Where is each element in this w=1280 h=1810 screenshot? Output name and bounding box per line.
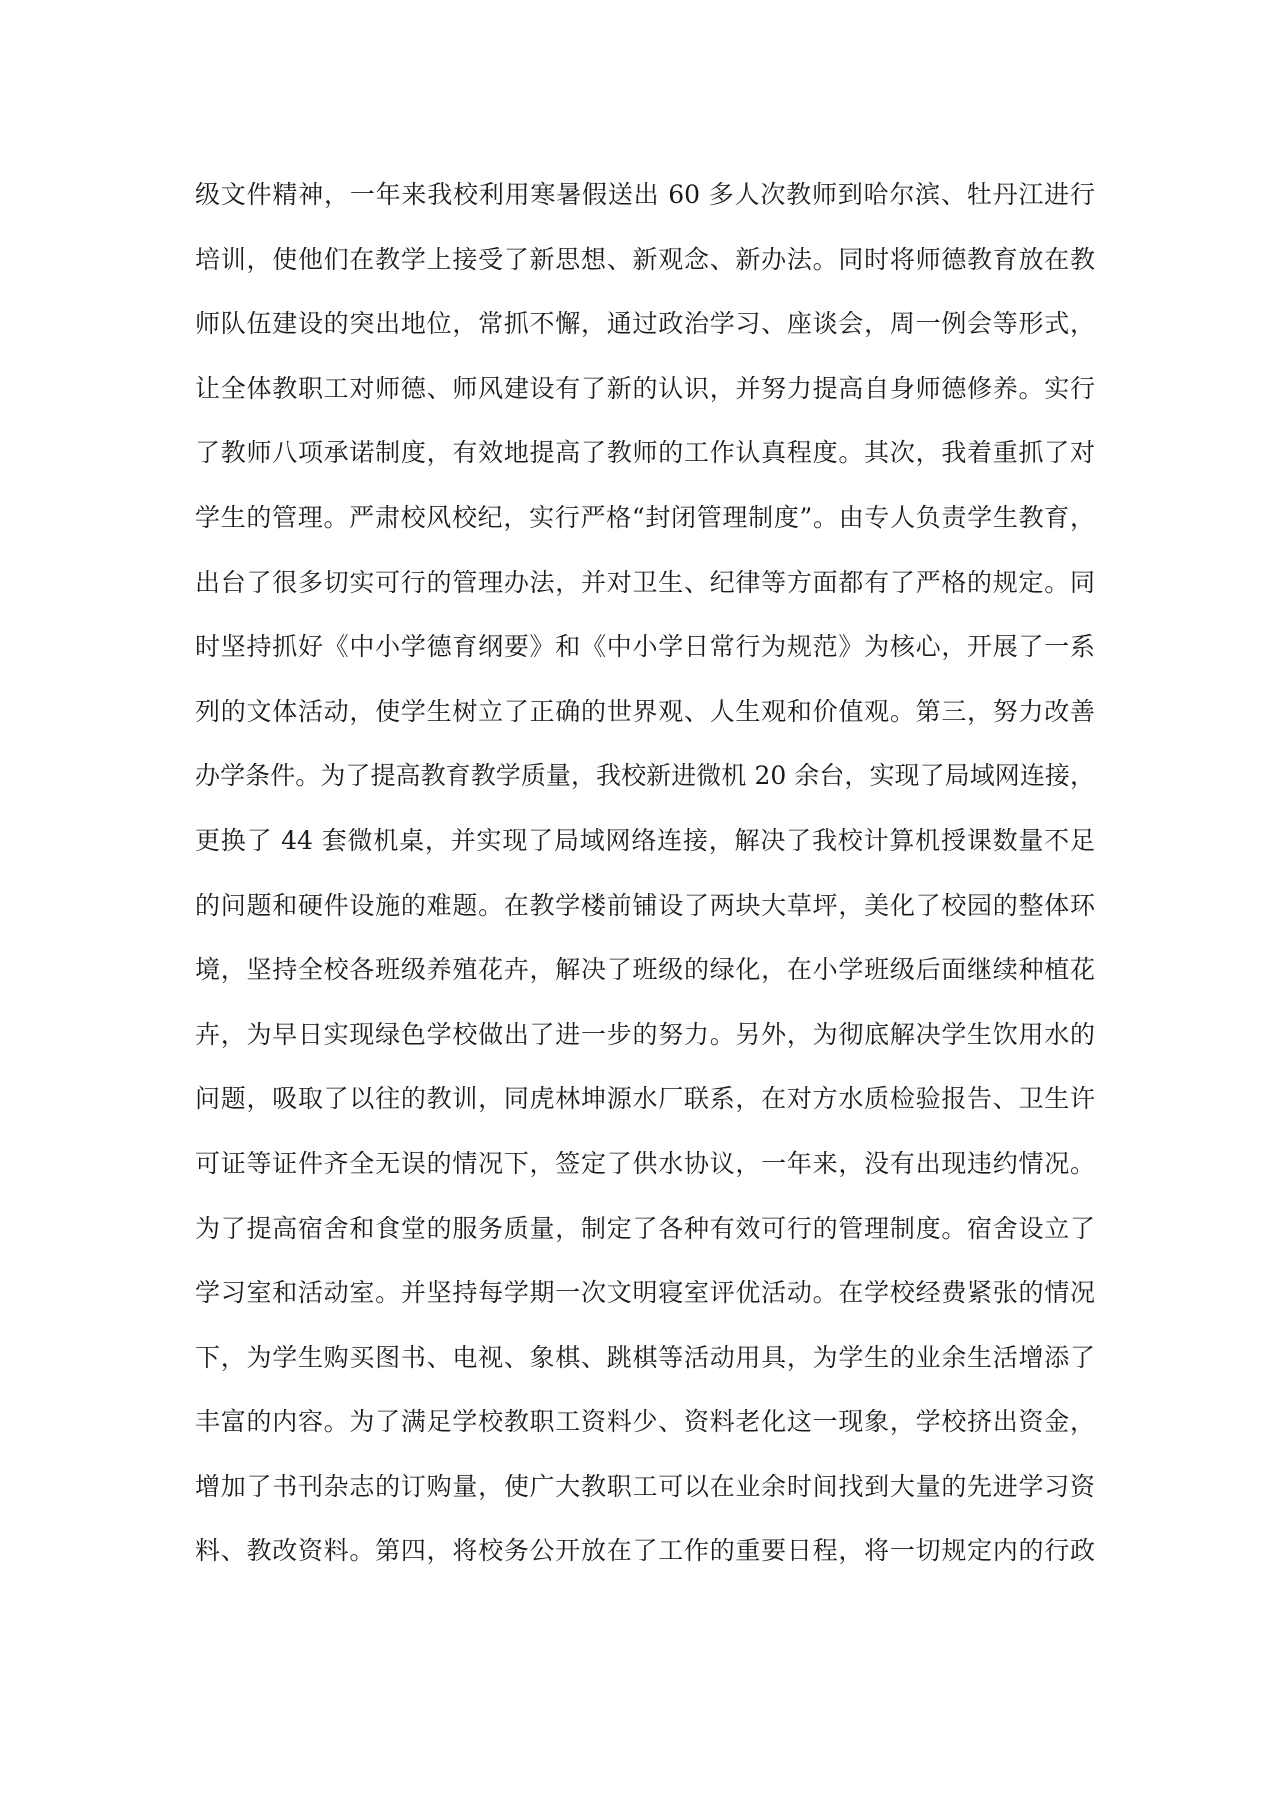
text-line: 级文件精神，一年来我校利用寒暑假送出 60 多人次教师到哈尔滨、牡丹江进行: [195, 180, 1095, 209]
text-line: 问题，吸取了以往的教训，同虎林坤源水厂联系，在对方水质检验报告、卫生许: [195, 1084, 1095, 1114]
text-line: 了教师八项承诺制度，有效地提高了教师的工作认真程度。其次，我着重抓了对: [195, 438, 1095, 468]
text-line: 办学条件。为了提高教育教学质量，我校新进微机 20 余台，实现了局域网连接，: [195, 761, 1095, 791]
text-line: 可证等证件齐全无误的情况下，签定了供水协议，一年来，没有出现违约情况。: [195, 1148, 1095, 1178]
text-line: 的问题和硬件设施的难题。在教学楼前铺设了两块大草坪，美化了校园的整体环: [195, 890, 1095, 920]
text-line: 增加了书刊杂志的订购量，使广大教职工可以在业余时间找到大量的先进学习资: [195, 1471, 1095, 1501]
text-line: 列的文体活动，使学生树立了正确的世界观、人生观和价值观。第三，努力改善: [195, 696, 1095, 726]
text-line: 境，坚持全校各班级养殖花卉，解决了班级的绿化，在小学班级后面继续种植花: [195, 955, 1095, 985]
text-line: 料、教改资料。第四，将校务公开放在了工作的重要日程，将一切规定内的行政: [195, 1536, 1095, 1566]
text-line: 下，为学生购买图书、电视、象棋、跳棋等活动用具，为学生的业余生活增添了: [195, 1342, 1095, 1372]
text-line: 更换了 44 套微机桌，并实现了局域网络连接，解决了我校计算机授课数量不足: [195, 825, 1095, 855]
body-paragraph: [195, 163, 1095, 1584]
text-line: 学生的管理。严肃校风校纪，实行严格“封闭管理制度”。由专人负责学生教育，: [195, 502, 1095, 532]
text-line: 时坚持抓好《中小学德育纲要》和《中小学日常行为规范》为核心，开展了一系: [195, 632, 1095, 662]
text-line: 让全体教职工对师德、师风建设有了新的认识，并努力提高自身师德修养。实行: [195, 373, 1095, 403]
text-line: 丰富的内容。为了满足学校教职工资料少、资料老化这一现象，学校挤出资金，: [195, 1407, 1095, 1437]
text-line: 师队伍建设的突出地位，常抓不懈，通过政治学习、座谈会，周一例会等形式，: [195, 309, 1095, 339]
text-line: 学习室和活动室。并坚持每学期一次文明寝室评优活动。在学校经费紧张的情况: [195, 1278, 1095, 1308]
text-line: 卉，为早日实现绿色学校做出了进一步的努力。另外，为彻底解决学生饮用水的: [195, 1019, 1095, 1049]
text-line: 出台了很多切实可行的管理办法，并对卫生、纪律等方面都有了严格的规定。同: [195, 567, 1095, 597]
text-line: 为了提高宿舍和食堂的服务质量，制定了各种有效可行的管理制度。宿舍设立了: [195, 1213, 1095, 1243]
text-line: 培训，使他们在教学上接受了新思想、新观念、新办法。同时将师德教育放在教: [195, 244, 1095, 274]
